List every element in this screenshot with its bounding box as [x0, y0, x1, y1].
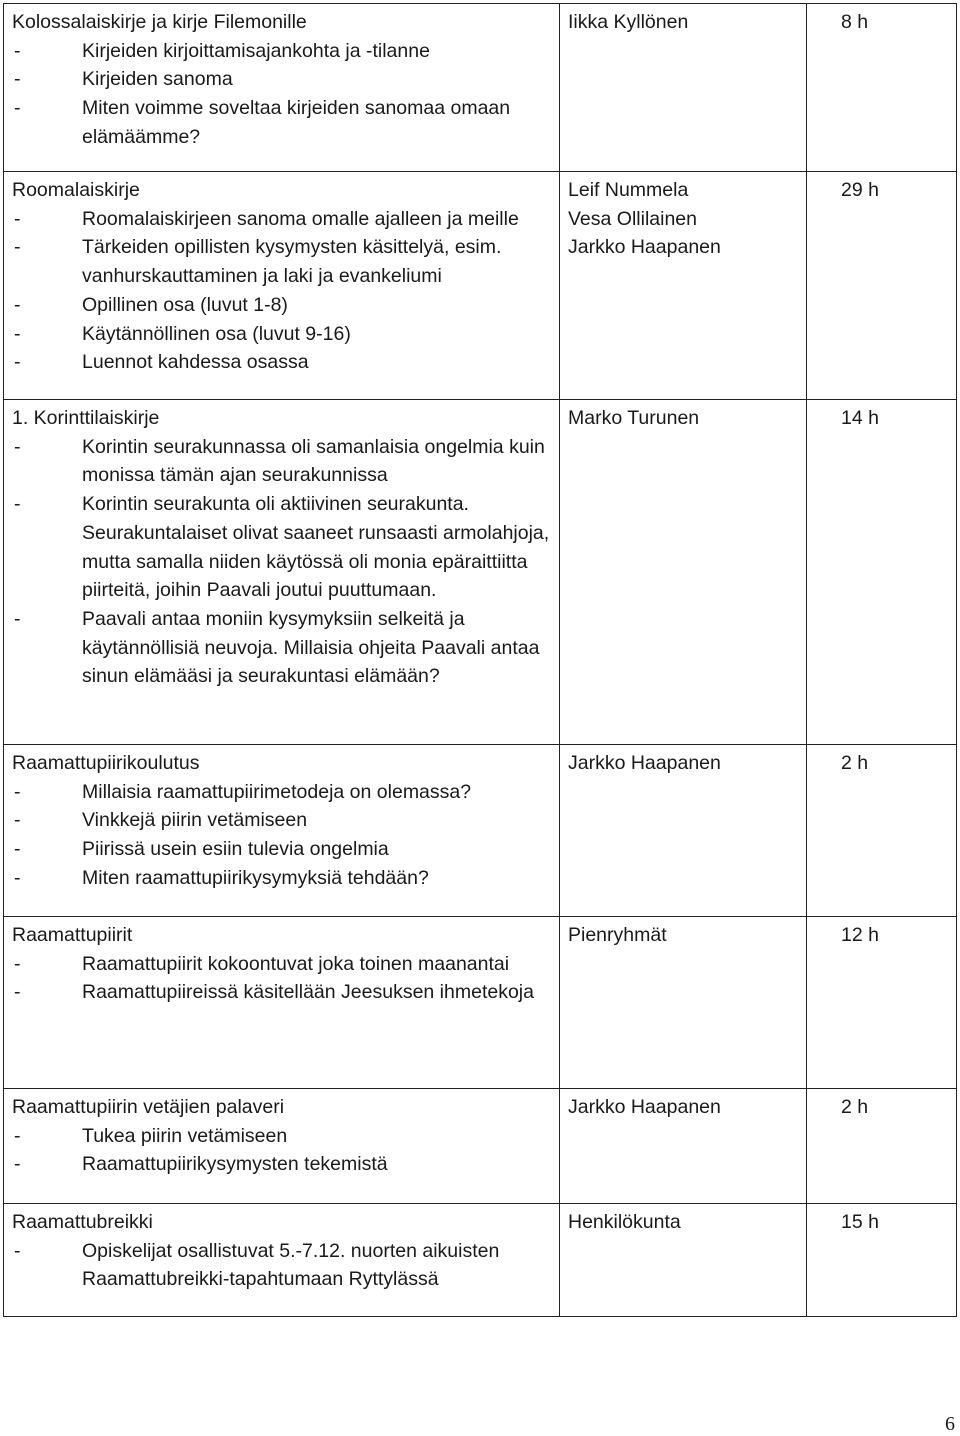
course-point: - Tärkeiden opillisten kysymysten käsittelyä, esim.	[12, 233, 551, 262]
course-teacher-cell	[560, 1089, 807, 1204]
course-point: - Luennot kahdessa osassa	[12, 348, 551, 377]
course-hours-cell	[807, 1204, 957, 1317]
course-point: - Korintin seurakunta oli aktiivinen seurakunta. Seurakuntalaiset olivat saaneet runsaasti armolahjoja, mutta samalla niiden käytössä oli monia epäraittiitta piirteitä, joihin Paavali joutui puuttumaan.	[12, 490, 551, 605]
course-hours: 12 h	[841, 924, 879, 946]
course-point: - Miten voimme soveltaa kirjeiden sanomaa omaan elämäämme?	[12, 94, 551, 151]
teacher-name: Iikka Kyllönen	[568, 11, 689, 33]
course-topic-cell	[4, 745, 560, 917]
course-point: - Raamattupiireissä käsitellään Jeesuksen ihmetekoja	[12, 978, 551, 1007]
course-row	[4, 400, 957, 745]
course-schedule-table	[3, 3, 957, 1317]
course-teacher-cell	[560, 4, 807, 172]
course-hours-cell	[807, 1089, 957, 1204]
course-topic-cell	[4, 917, 560, 1089]
teacher-name: Jarkko Haapanen	[568, 236, 721, 259]
course-hours-cell	[807, 745, 957, 917]
course-hours-cell	[807, 917, 957, 1089]
course-row	[4, 1204, 957, 1317]
course-point: - Raamattupiirikysymysten tekemistä	[12, 1150, 551, 1179]
course-row	[4, 917, 957, 1089]
course-point: - Korintin seurakunnassa oli samanlaisia ongelmia kuin monissa tämän ajan seurakunnissa	[12, 433, 551, 490]
course-row	[4, 1089, 957, 1204]
course-point: - Tukea piirin vetämiseen	[12, 1122, 551, 1151]
course-point: - Paavali antaa moniin kysymyksiin selkeitä ja käytännöllisiä neuvoja. Millaisia ohjeita Paavali antaa sinun elämääsi ja seurakuntasi elämään?	[12, 605, 551, 691]
teacher-name: Jarkko Haapanen	[568, 752, 721, 774]
course-hours: 15 h	[841, 1211, 879, 1233]
teacher-name: Leif Nummela	[568, 179, 689, 201]
course-point: - Vinkkejä piirin vetämiseen	[12, 806, 551, 835]
course-teacher-cell	[560, 172, 807, 400]
course-teacher-cell	[560, 1204, 807, 1317]
course-hours: 2 h	[841, 752, 869, 774]
course-topic-cell	[4, 1089, 560, 1204]
course-title: 1. Korinttilaiskirje	[12, 407, 160, 429]
course-point-continuation: vanhurskauttaminen ja laki ja evankeliumi	[82, 265, 442, 288]
teacher-name: Marko Turunen	[568, 407, 700, 429]
course-hours: 8 h	[841, 11, 869, 33]
teacher-name: Vesa Ollilainen	[568, 207, 697, 230]
course-hours: 14 h	[841, 407, 879, 429]
course-point: - Millaisia raamattupiirimetodeja on olemassa?	[12, 778, 551, 807]
course-row	[4, 745, 957, 917]
course-points	[12, 205, 551, 377]
course-topic-cell	[4, 4, 560, 172]
course-points	[12, 433, 551, 691]
page-number: 6	[945, 1413, 955, 1435]
course-points	[12, 778, 551, 893]
course-point: - Opiskelijat osallistuvat 5.-7.12. nuorten aikuisten Raamattubreikki-tapahtumaan Ryttylässä	[12, 1237, 551, 1294]
course-teacher-cell	[560, 400, 807, 745]
course-points	[12, 1122, 551, 1179]
course-point: - Piirissä usein esiin tulevia ongelmia	[12, 835, 551, 864]
course-title: Raamattubreikki	[12, 1211, 153, 1233]
course-teacher-cell	[560, 745, 807, 917]
course-title: Roomalaiskirje	[12, 179, 140, 201]
course-hours-cell	[807, 172, 957, 400]
teacher-name: Pienryhmät	[568, 924, 667, 946]
course-row	[4, 172, 957, 400]
course-points	[12, 37, 551, 152]
course-point: - Käytännöllinen osa (luvut 9-16)	[12, 320, 551, 349]
course-point: - Kirjeiden sanoma	[12, 65, 551, 94]
teacher-name: Jarkko Haapanen	[568, 1096, 721, 1118]
course-topic-cell	[4, 1204, 560, 1317]
course-hours: 2 h	[841, 1096, 869, 1118]
course-row	[4, 4, 957, 172]
course-points	[12, 950, 551, 1007]
course-teacher-cell	[560, 917, 807, 1089]
course-hours-cell	[807, 400, 957, 745]
course-point: - Kirjeiden kirjoittamisajankohta ja -tilanne	[12, 37, 551, 66]
course-title: Kolossalaiskirje ja kirje Filemonille	[12, 11, 307, 33]
course-hours-cell	[807, 4, 957, 172]
course-point: - Opillinen osa (luvut 1-8)	[12, 291, 551, 320]
course-topic-cell	[4, 172, 560, 400]
course-point: - Roomalaiskirjeen sanoma omalle ajalleen ja meille	[12, 205, 551, 234]
course-title: Raamattupiirit	[12, 924, 133, 946]
teacher-name: Henkilökunta	[568, 1211, 681, 1233]
course-point: - Raamattupiirit kokoontuvat joka toinen maanantai	[12, 950, 551, 979]
course-hours: 29 h	[841, 179, 879, 201]
course-point: - Miten raamattupiirikysymyksiä tehdään?	[12, 864, 551, 893]
course-points	[12, 1237, 551, 1294]
course-topic-cell	[4, 400, 560, 745]
course-title: Raamattupiirikoulutus	[12, 752, 200, 774]
course-title: Raamattupiirin vetäjien palaveri	[12, 1096, 285, 1118]
